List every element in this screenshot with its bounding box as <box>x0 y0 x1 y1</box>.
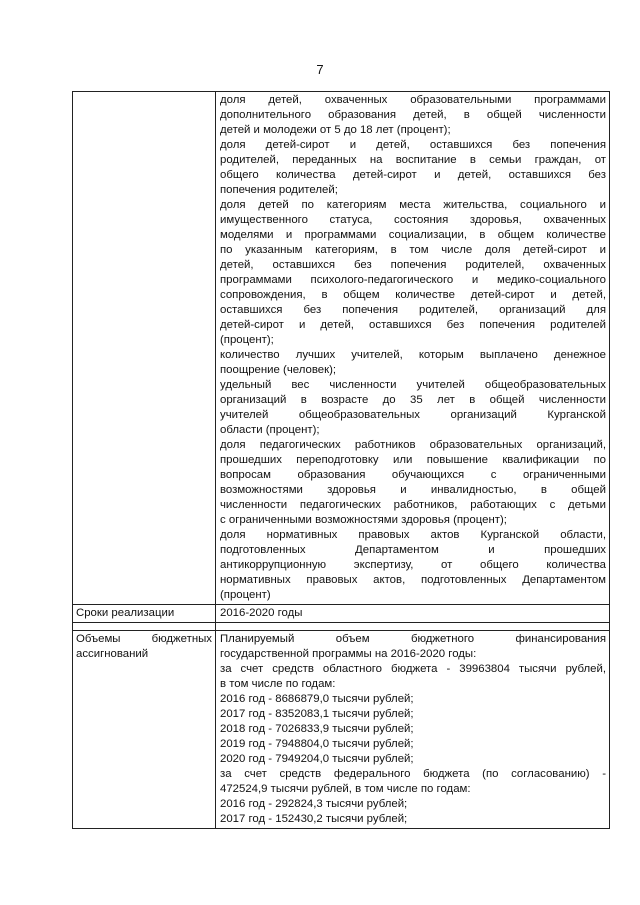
indicator-text-line: учителей общеобразовательных организаций Курганской <box>220 409 606 421</box>
budget-cell <box>216 631 610 829</box>
indicator-text-line: подготовленных Департаментом и прошедших <box>220 544 606 556</box>
budget-text-line: за счет средств областного бюджета - 39963804 тысячи рублей, <box>220 663 606 675</box>
budget-label-cell <box>73 631 216 829</box>
indicator-text-line: имущественного статуса, состояния здоровья, охваченных <box>220 214 606 226</box>
indicator-text-line: программами психолого-педагогического и медико-социального <box>220 274 606 286</box>
indicator-text-line: организаций в возрасте до 35 лет в общей численности <box>220 394 606 406</box>
page-number: 7 <box>316 62 324 77</box>
indicator-text-line: (процент) <box>220 589 271 601</box>
indicators-label-cell <box>73 92 216 605</box>
spacer-row <box>73 623 610 631</box>
budget-text-line: 2016 год - 8686879,0 тысячи рублей; <box>220 693 414 705</box>
indicator-text-line: дополнительного образования детей, в общей численности <box>220 109 606 121</box>
indicators-row <box>73 92 610 605</box>
spacer-cell-left <box>73 623 216 631</box>
indicator-text-line: сопровождения, в общем количестве детей-сирот и детей, <box>220 289 606 301</box>
budget-label-line: Объемы бюджетных <box>76 633 212 645</box>
indicator-text-line: прошедших переподготовку или повышение квалификации по <box>220 454 606 466</box>
indicator-text-line: доля детей по категориям места жительства, социального и <box>220 199 606 211</box>
budget-text-line: за счет средств федерального бюджета (по согласованию) - <box>220 768 606 780</box>
indicator-text-line: доля детей, охваченных образовательными программами <box>220 94 606 106</box>
indicator-text-line: детей, оставшихся без попечения родителей, охваченных <box>220 259 606 271</box>
budget-label-line: ассигнований <box>76 648 149 660</box>
program-passport-table <box>72 91 610 829</box>
indicator-text-line: возможностями здоровья и инвалидностью, в общей <box>220 484 606 496</box>
indicator-text-line: (процент); <box>220 334 274 346</box>
budget-text-line: 2016 год - 292824,3 тысячи рублей; <box>220 798 408 810</box>
indicator-text-line: с ограниченными возможностями здоровья (процент); <box>220 514 507 526</box>
indicators-cell <box>216 92 610 605</box>
budget-row <box>73 631 610 829</box>
indicator-text-line: вопросам образования обучающихся с ограниченными <box>220 469 606 481</box>
budget-text-line: 2020 год - 7949204,0 тысячи рублей; <box>220 753 414 765</box>
budget-text-line: 2019 год - 7948804,0 тысячи рублей; <box>220 738 414 750</box>
budget-text-line: 2018 год - 7026833,9 тысячи рублей; <box>220 723 414 735</box>
terms-label: Сроки реализации <box>73 605 216 623</box>
budget-text-line: государственной программы на 2016-2020 годы: <box>220 648 477 660</box>
indicator-text-line: детей и молодежи от 5 до 18 лет (процент); <box>220 124 451 136</box>
indicator-text-line: доля детей-сирот и детей, оставшихся без попечения <box>220 139 606 151</box>
indicator-text-line: области (процент); <box>220 424 320 436</box>
terms-row <box>73 605 610 623</box>
terms-value: 2016-2020 годы <box>216 605 610 623</box>
budget-text-line: Планируемый объем бюджетного финансирования <box>220 633 606 645</box>
indicator-text-line: попечения родителей; <box>220 184 338 196</box>
spacer-cell-right <box>216 623 610 631</box>
indicator-text-line: численности педагогических работников, работающих с детьми <box>220 499 606 511</box>
budget-text-line: в том числе по годам: <box>220 678 336 690</box>
indicator-text-line: оставшихся без попечения родителей, организаций для <box>220 304 606 316</box>
indicator-text-line: доля нормативных правовых актов Курганской области, <box>220 529 606 541</box>
indicator-text-line: поощрение (человек); <box>220 364 337 376</box>
indicator-text-line: моделями и программами социализации, в общем количестве <box>220 229 606 241</box>
budget-text-line: 2017 год - 152430,2 тысячи рублей; <box>220 813 408 825</box>
budget-text-line: 2017 год - 8352083,1 тысячи рублей; <box>220 708 414 720</box>
budget-text-line: 472524,9 тысячи рублей, в том числе по годам: <box>220 783 471 795</box>
indicator-text-line: антикоррупционную экспертизу, от общего количества <box>220 559 606 571</box>
indicator-text-line: удельный вес численности учителей общеобразовательных <box>220 379 606 391</box>
indicator-text-line: количество лучших учителей, которым выплачено денежное <box>220 349 606 361</box>
indicator-text-line: родителей, переданных на воспитание в семьи граждан, от <box>220 154 606 166</box>
indicator-text-line: нормативных правовых актов, подготовленных Департаментом <box>220 574 606 586</box>
indicator-text-line: детей-сирот и детей, оставшихся без попечения родителей <box>220 319 606 331</box>
indicator-text-line: по указанным категориям, в том числе доля детей-сирот и <box>220 244 606 256</box>
indicator-text-line: общего количества детей-сирот и детей, оставшихся без <box>220 169 606 181</box>
indicator-text-line: доля педагогических работников образовательных организаций, <box>220 439 606 451</box>
